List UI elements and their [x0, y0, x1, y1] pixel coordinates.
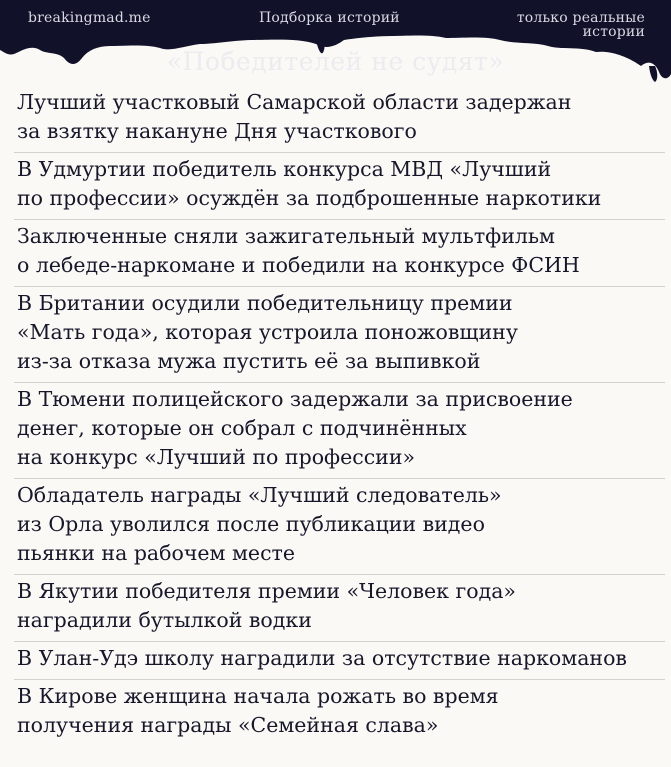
story-headline-line: из-за отказа мужа пустить её за выпивкой: [17, 349, 481, 373]
story-item[interactable]: [14, 152, 665, 219]
collection-label: Подборка историй: [259, 10, 400, 26]
tagline: только реальные истории: [516, 10, 645, 40]
header-banner: [0, 0, 671, 84]
story-headline-line: В Кирове женщина начала рожать во время: [17, 684, 499, 708]
story-headline-line: Лучший участковый Самарской области задержан: [17, 90, 572, 114]
story-headline-line: «Мать года», которая устроила поножовщину: [17, 320, 518, 344]
story-headline-line: получения награды «Семейная слава»: [17, 713, 439, 737]
story-headline-line: В Тюмени полицейского задержали за присвоение: [17, 387, 573, 411]
story-headline-line: Заключенные сняли зажигательный мультфильм: [17, 224, 556, 248]
page-title: «Победителей не судят»: [166, 47, 505, 76]
story-headline-line: по профессии» осуждён за подброшенные наркотики: [17, 186, 602, 210]
story-headline-line: Обладатель награды «Лучший следователь»: [17, 483, 502, 507]
story-headline-line: о лебеде-наркомане и победили на конкурсе ФСИН: [17, 253, 580, 277]
story-headline-line: В Улан-Удэ школу наградили за отсутствие наркоманов: [17, 646, 627, 670]
story-item[interactable]: [14, 219, 665, 286]
story-item[interactable]: [14, 86, 665, 152]
story-headline-line: пьянки на рабочем месте: [17, 541, 296, 565]
story-headline-line: В Якутии победителя премии «Человек года»: [17, 579, 516, 603]
story-headline-line: на конкурс «Лучший по профессии»: [17, 445, 416, 469]
story-item[interactable]: [14, 641, 665, 679]
site-name[interactable]: breakingmad.me: [28, 10, 151, 26]
story-item[interactable]: [14, 286, 665, 382]
story-headline-line: В Удмуртии победитель конкурса МВД «Лучший: [17, 157, 552, 181]
story-headline-line: денег, которые он собрал с подчинённых: [17, 416, 467, 440]
story-item[interactable]: [14, 382, 665, 478]
story-item[interactable]: [14, 679, 665, 746]
story-headline-line: наградили бутылкой водки: [17, 608, 312, 632]
story-list: [14, 86, 665, 746]
story-item[interactable]: [14, 478, 665, 574]
story-headline-line: из Орла уволился после публикации видео: [17, 512, 485, 536]
story-headline-line: В Британии осудили победительницу премии: [17, 291, 513, 315]
story-item[interactable]: [14, 574, 665, 641]
story-headline-line: за взятку накануне Дня участкового: [17, 119, 417, 143]
